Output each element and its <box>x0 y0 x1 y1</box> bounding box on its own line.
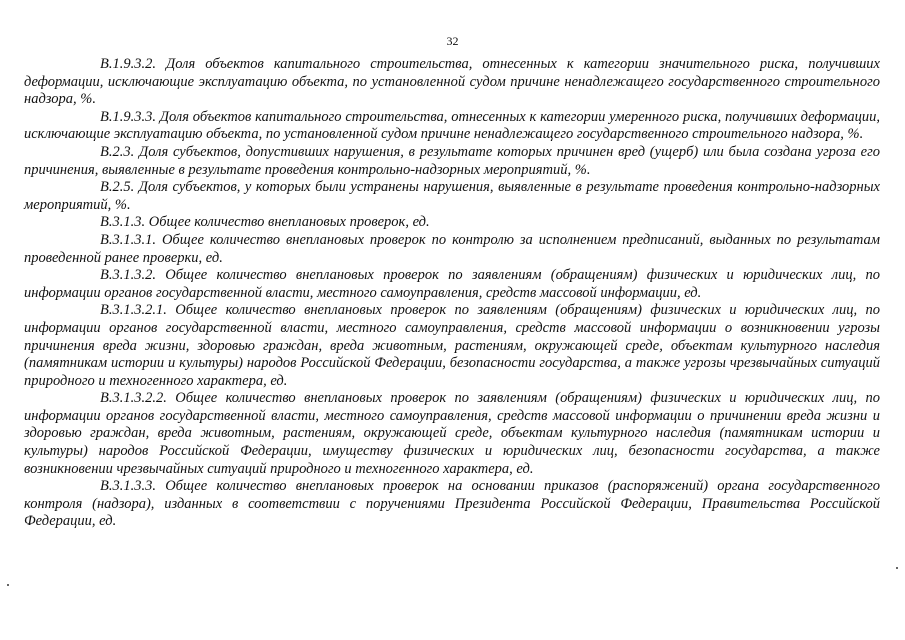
paragraph-b-2-3: В.2.3. Доля субъектов, допустивших нарушения, в результате которых причинен вред (ущерб) или была создана угроза его причинения, выявленные в результате проведения контрольно-надзорных мероприятий, %. <box>24 143 880 178</box>
page-number: 32 <box>446 34 459 48</box>
paragraph-b-3-1-3-2: В.3.1.3.2. Общее количество внеплановых проверок по заявлениям (обращениям) физических и юридических лиц, по информации органов государственной власти, местного самоуправления, средств массовой информации, ед. <box>24 267 880 301</box>
scan-mark-left <box>7 584 9 586</box>
paragraph-b-3-1-3-3: В.3.1.3.3. Общее количество внеплановых проверок на основании приказов (распоряжений) органа государственного контроля (надзора), изданных в соответствии с поручениями Президента Российской Федерации, Правительства Российской Федерации, ед. <box>24 478 880 530</box>
paragraph-b-3-1-3-2-1: В.3.1.3.2.1. Общее количество внеплановых проверок по заявлениям (обращениям) физических и юридических лиц, по информации органов государственной власти, местного самоуправления, средств массовой информации о возникновении угрозы причинения вреда жизни, здоровью граждан, вреда животным, растениям, окружающей среде, объектам культурного наследия (памятникам истории и культуры) народов Российской Федерации, безопасности государства, а также угрозы чрезвычайных ситуаций природного и техногенного характера, ед. <box>24 302 880 389</box>
scan-mark-right <box>896 567 898 569</box>
paragraph-b-3-1-3-1: В.3.1.3.1. Общее количество внеплановых проверок по контролю за исполнением предписаний, выданных по результатам проведенной ранее проверки, ед. <box>24 231 880 266</box>
paragraph-b-3-1-3-2-2: В.3.1.3.2.2. Общее количество внеплановых проверок по заявлениям (обращениям) физических и юридических лиц, по информации органов государственной власти, местного самоуправления, средств массовой информации о причинении вреда жизни и здоровью граждан, вреда животным, растениям, окружающей среде, объектам культурного наследия (памятникам истории и культуры) народов Российской Федерации, имуществу физических и юридических лиц, безопасности государства, а также возникновении чрезвычайных ситуаций природного и техногенного характера, ед. <box>24 390 880 477</box>
paragraph-b-3-1-3: В.3.1.3. Общее количество внеплановых проверок, ед. <box>100 214 430 231</box>
paragraph-b-2-5: В.2.5. Доля субъектов, у которых были устранены нарушения, выявленные в результате проведения контрольно-надзорных мероприятий, %. <box>24 179 880 213</box>
paragraph-b-1-9-3-2: В.1.9.3.2. Доля объектов капитального строительства, отнесенных к категории значительного риска, получивших деформации, исключающие эксплуатацию объекта, по установленной судом причине ненадлежащего государственного строительного надзора, %. <box>24 56 880 108</box>
paragraph-b-1-9-3-3: В.1.9.3.3. Доля объектов капитального строительства, отнесенных к категории умеренного риска, получивших деформации, исключающие эксплуатацию объекта, по установленной судом причине ненадлежащего государственного строительного надзора, %. <box>24 108 880 143</box>
document-body <box>24 56 880 531</box>
